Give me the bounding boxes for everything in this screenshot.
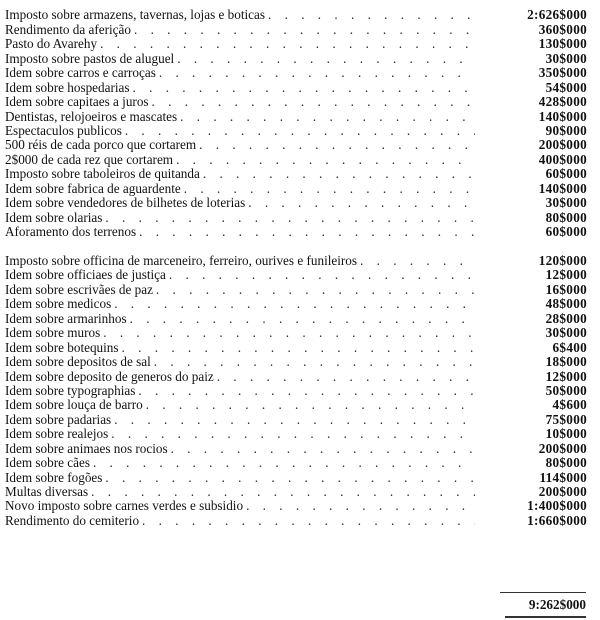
dot-leader [196, 138, 475, 152]
row-amount: 130$000 [538, 36, 587, 52]
table-row [5, 109, 587, 123]
row-amount: 1:660$000 [527, 512, 587, 528]
row-amount: 50$000 [545, 382, 587, 398]
row-label: Imposto sobre armazens, tavernas, lojas e boticas [5, 7, 266, 23]
dot-leader [153, 283, 475, 297]
dot-leader [245, 196, 475, 210]
dot-leader [149, 95, 475, 109]
row-label: Dentistas, relojoeiros e mascates [5, 108, 178, 124]
table-row [5, 239, 587, 268]
row-amount: 360$000 [538, 21, 587, 37]
row-amount: 12$000 [545, 267, 587, 283]
dot-leader [173, 153, 475, 167]
row-label: Idem sobre louça de barro [5, 397, 143, 413]
row-amount: 16$000 [545, 281, 587, 297]
table-row [5, 311, 587, 325]
row-amount: 12$000 [545, 368, 587, 384]
row-label: Idem sobre realejos [5, 426, 109, 442]
row-amount: 6$400 [552, 339, 587, 355]
table-row [5, 297, 587, 311]
table-row [5, 66, 587, 80]
row-amount: 60$000 [545, 166, 587, 182]
row-label: Idem sobre typographias [5, 382, 136, 398]
table-row [5, 470, 587, 484]
table-row [5, 95, 587, 109]
row-amount: 30$000 [545, 195, 587, 211]
row-amount: 200$000 [538, 484, 587, 499]
dot-leader [111, 413, 475, 427]
row-label: Pasto do Avarehy [5, 36, 98, 52]
table-row [5, 124, 587, 138]
dot-leader [90, 456, 475, 470]
row-label: Aforamento dos terrenos [5, 224, 137, 239]
row-amount: 10$000 [545, 426, 587, 442]
row-amount: 200$000 [538, 440, 587, 456]
row-label: Idem sobre deposito de generos do paiz [5, 368, 214, 384]
row-amount: 1:400$000 [527, 498, 587, 514]
dot-leader [108, 427, 475, 441]
table-row [5, 22, 587, 36]
table-row [5, 181, 587, 195]
dot-leader [214, 370, 475, 384]
row-label: Imposto sobre taboleiros de quitanda [5, 166, 200, 182]
dot-leader [357, 254, 475, 268]
table-row [5, 282, 587, 296]
table-row [5, 138, 587, 152]
row-amount: 90$000 [545, 122, 587, 138]
row-label: Rendimento do cemiterio [5, 512, 140, 528]
dot-leader [168, 442, 475, 456]
table-row [5, 369, 587, 383]
row-amount: 200$000 [538, 137, 587, 153]
dot-leader [100, 326, 475, 340]
row-label: Idem sobre cães [5, 455, 90, 471]
dot-leader [151, 355, 475, 369]
row-amount: 54$000 [545, 79, 587, 95]
table-row [5, 268, 587, 282]
table-row [5, 210, 587, 224]
row-label: Idem sobre depositos de sal [5, 354, 151, 370]
dot-leader [122, 124, 475, 138]
dot-leader [131, 23, 475, 37]
row-amount: 140$000 [538, 108, 587, 124]
row-amount: 350$000 [538, 65, 587, 81]
dot-leader [174, 52, 475, 66]
table-row [5, 51, 587, 65]
row-amount: 400$000 [538, 151, 587, 167]
row-label: Espectaculos publicos [5, 122, 122, 138]
row-label: Idem sobre fabrica de aguardente [5, 180, 181, 196]
dot-leader [139, 514, 475, 528]
table-row [5, 485, 587, 499]
row-label: Idem sobre muros [5, 325, 101, 341]
row-label: Idem sobre olarias [5, 209, 103, 225]
table-row [5, 412, 587, 426]
table-row [5, 427, 587, 441]
table-row [5, 326, 587, 340]
dot-leader [88, 485, 475, 499]
dot-leader [135, 384, 475, 398]
dot-leader [200, 167, 475, 181]
table-row [5, 355, 587, 369]
table-row [5, 167, 587, 181]
row-amount: 30$000 [545, 325, 587, 341]
row-label: 2$000 de cada rez que cortarem [5, 151, 174, 167]
row-amount: 80$000 [545, 209, 587, 225]
row-amount: 30$000 [545, 50, 587, 66]
row-label: Imposto sobre officina de marceneiro, ferreiro, ourives e funileiros [5, 253, 358, 268]
row-label: Multas diversas [5, 484, 89, 499]
table-row [5, 80, 587, 94]
row-label: Idem sobre capitaes a juros [5, 94, 149, 110]
dot-leader [102, 211, 475, 225]
dot-leader [181, 182, 475, 196]
table-row [5, 398, 587, 412]
row-label: Idem sobre padarias [5, 411, 112, 427]
row-amount: 60$000 [545, 224, 587, 239]
total-amount: 9:262$000 [528, 597, 586, 612]
row-label: Idem sobre escrivães de paz [5, 281, 153, 297]
dot-leader [102, 471, 475, 485]
row-amount: 114$000 [539, 469, 587, 485]
row-label: Idem sobre carros e carroças [5, 65, 156, 81]
row-amount: 140$000 [538, 180, 587, 196]
row-label: Novo imposto sobre carnes verdes e subsidio [5, 498, 244, 514]
total-underline [505, 616, 586, 618]
row-label: Idem sobre botequins [5, 339, 119, 355]
row-label: Rendimento da aferição [5, 21, 131, 37]
row-amount: 28$000 [545, 310, 587, 326]
revenue-table [5, 8, 587, 528]
dot-leader [127, 312, 475, 326]
dot-leader [97, 37, 475, 51]
row-label: Idem sobre officiaes de justiça [5, 267, 166, 283]
table-row [5, 8, 587, 22]
row-amount: 120$000 [538, 253, 587, 268]
row-label: Idem sobre vendedores de bilhetes de loterias [5, 195, 246, 211]
dot-leader [143, 398, 475, 412]
dot-leader [265, 8, 475, 22]
row-amount: 18$000 [545, 354, 587, 370]
dot-leader [111, 297, 475, 311]
table-row [5, 456, 587, 470]
table-row [5, 513, 587, 527]
table-row [5, 152, 587, 166]
table-row [5, 340, 587, 354]
total-rule [500, 592, 586, 593]
row-amount: 428$000 [538, 94, 587, 110]
row-amount: 4$600 [552, 397, 587, 413]
dot-leader [130, 81, 475, 95]
table-row [5, 499, 587, 513]
dot-leader [243, 499, 475, 513]
dot-leader [177, 110, 475, 124]
dot-leader [136, 225, 475, 239]
row-label: Idem sobre medicos [5, 296, 112, 312]
row-label: Idem sobre armarinhos [5, 310, 127, 326]
row-label: Idem sobre hospedarias [5, 79, 130, 95]
row-label: 500 réis de cada porco que cortarem [5, 137, 197, 153]
table-row [5, 441, 587, 455]
dot-leader [119, 341, 475, 355]
table-row [5, 225, 587, 239]
row-label: Idem sobre fogões [5, 469, 103, 485]
table-row [5, 196, 587, 210]
row-label: Imposto sobre pastos de aluguel [5, 50, 175, 66]
table-row [5, 37, 587, 51]
dot-leader [166, 268, 475, 282]
table-row [5, 384, 587, 398]
dot-leader [156, 66, 475, 80]
row-amount: 75$000 [545, 411, 587, 427]
row-amount: 2:626$000 [527, 7, 587, 23]
row-amount: 48$000 [545, 296, 587, 312]
row-label: Idem sobre animaes nos rocios [5, 440, 168, 456]
row-amount: 80$000 [545, 455, 587, 471]
